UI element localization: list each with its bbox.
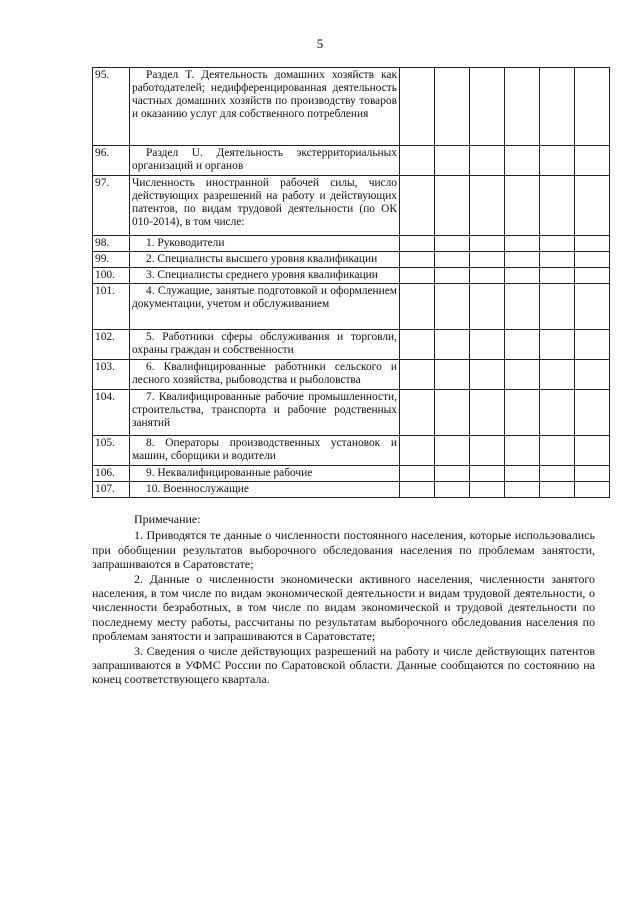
value-cell bbox=[470, 330, 505, 360]
value-cell bbox=[435, 482, 470, 498]
value-cell bbox=[435, 360, 470, 390]
value-cell bbox=[435, 252, 470, 268]
row-description: 8. Операторы производственных установок и машин, сборщики и водители bbox=[130, 436, 400, 466]
value-cell bbox=[400, 68, 435, 146]
table-row bbox=[93, 330, 610, 360]
value-cell bbox=[435, 436, 470, 466]
value-cell bbox=[505, 360, 540, 390]
row-number: 104. bbox=[93, 390, 130, 436]
row-number: 98. bbox=[93, 236, 130, 252]
row-number: 107. bbox=[93, 482, 130, 498]
value-cell bbox=[470, 236, 505, 252]
row-description: Раздел T. Деятельность домашних хозяйств как работодателей; недифференцированная деятельность частных домашних хозяйств по производству товаров и оказанию услуг для собственного потребления bbox=[130, 68, 400, 146]
value-cell bbox=[540, 268, 575, 284]
value-cell bbox=[575, 176, 610, 236]
notes-section bbox=[92, 512, 595, 687]
row-description: Численность иностранной рабочей силы, число действующих разрешений на работу и действующих патентов, по видам трудовой деятельности (по ОК 010-2014), в том числе: bbox=[130, 176, 400, 236]
value-cell bbox=[540, 390, 575, 436]
value-cell bbox=[470, 252, 505, 268]
row-description: 7. Квалифицированные рабочие промышленности, строительства, транспорта и рабочие родственных занятий bbox=[130, 390, 400, 436]
value-cell bbox=[505, 68, 540, 146]
value-cell bbox=[400, 146, 435, 176]
value-cell bbox=[540, 176, 575, 236]
table-row bbox=[93, 68, 610, 146]
value-cell bbox=[435, 68, 470, 146]
table-row bbox=[93, 268, 610, 284]
value-cell bbox=[505, 330, 540, 360]
table-row bbox=[93, 176, 610, 236]
table-row bbox=[93, 466, 610, 482]
row-description: 2. Специалисты высшего уровня квалификации bbox=[130, 252, 400, 268]
value-cell bbox=[505, 268, 540, 284]
value-cell bbox=[575, 330, 610, 360]
page-number: 5 bbox=[316, 36, 324, 51]
value-cell bbox=[575, 252, 610, 268]
value-cell bbox=[470, 68, 505, 146]
value-cell bbox=[505, 236, 540, 252]
data-table bbox=[92, 67, 610, 498]
value-cell bbox=[505, 436, 540, 466]
value-cell bbox=[470, 360, 505, 390]
table-row bbox=[93, 252, 610, 268]
row-number: 106. bbox=[93, 466, 130, 482]
value-cell bbox=[435, 284, 470, 330]
row-number: 97. bbox=[93, 176, 130, 236]
value-cell bbox=[470, 176, 505, 236]
value-cell bbox=[400, 330, 435, 360]
value-cell bbox=[505, 390, 540, 436]
value-cell bbox=[400, 436, 435, 466]
value-cell bbox=[505, 146, 540, 176]
value-cell bbox=[540, 236, 575, 252]
value-cell bbox=[505, 176, 540, 236]
value-cell bbox=[470, 390, 505, 436]
value-cell bbox=[435, 466, 470, 482]
value-cell bbox=[505, 252, 540, 268]
value-cell bbox=[505, 466, 540, 482]
value-cell bbox=[400, 482, 435, 498]
value-cell bbox=[540, 360, 575, 390]
row-number: 96. bbox=[93, 146, 130, 176]
row-description: 4. Служащие, занятые подготовкой и оформлением документации, учетом и обслуживанием bbox=[130, 284, 400, 330]
table-row bbox=[93, 436, 610, 466]
value-cell bbox=[540, 482, 575, 498]
value-cell bbox=[575, 284, 610, 330]
row-number: 101. bbox=[93, 284, 130, 330]
value-cell bbox=[540, 436, 575, 466]
value-cell bbox=[505, 284, 540, 330]
value-cell bbox=[540, 284, 575, 330]
value-cell bbox=[470, 436, 505, 466]
value-cell bbox=[400, 252, 435, 268]
value-cell bbox=[575, 390, 610, 436]
row-description: 6. Квалифицированные работники сельского и лесного хозяйства, рыбоводства и рыболовства bbox=[130, 360, 400, 390]
value-cell bbox=[435, 176, 470, 236]
value-cell bbox=[400, 466, 435, 482]
value-cell bbox=[470, 466, 505, 482]
value-cell bbox=[470, 268, 505, 284]
table-row bbox=[93, 284, 610, 330]
row-number: 102. bbox=[93, 330, 130, 360]
row-description: 1. Руководители bbox=[130, 236, 400, 252]
value-cell bbox=[435, 330, 470, 360]
value-cell bbox=[575, 482, 610, 498]
value-cell bbox=[435, 146, 470, 176]
value-cell bbox=[575, 436, 610, 466]
value-cell bbox=[435, 268, 470, 284]
table-row bbox=[93, 236, 610, 252]
notes-heading: Примечание: bbox=[134, 512, 201, 526]
note-item-1: 1. Приводятся те данные о численности постоянного населения, которые использовались при обобщении результатов выборочного обследования населения по проблемам занятости, запрашиваются в Саратовстате; bbox=[92, 528, 595, 572]
value-cell bbox=[435, 236, 470, 252]
row-description: Раздел U. Деятельность экстерриториальных организаций и органов bbox=[130, 146, 400, 176]
value-cell bbox=[505, 482, 540, 498]
value-cell bbox=[435, 390, 470, 436]
value-cell bbox=[575, 68, 610, 146]
value-cell bbox=[575, 146, 610, 176]
value-cell bbox=[540, 146, 575, 176]
row-description: 10. Военнослужащие bbox=[130, 482, 400, 498]
value-cell bbox=[400, 236, 435, 252]
row-description: 5. Работники сферы обслуживания и торговли, охраны граждан и собственности bbox=[130, 330, 400, 360]
row-number: 103. bbox=[93, 360, 130, 390]
value-cell bbox=[470, 146, 505, 176]
row-number: 100. bbox=[93, 268, 130, 284]
value-cell bbox=[575, 236, 610, 252]
value-cell bbox=[400, 360, 435, 390]
value-cell bbox=[575, 466, 610, 482]
value-cell bbox=[400, 390, 435, 436]
value-cell bbox=[400, 176, 435, 236]
value-cell bbox=[400, 268, 435, 284]
table-row bbox=[93, 146, 610, 176]
row-number: 99. bbox=[93, 252, 130, 268]
note-item-3: 3. Сведения о числе действующих разрешений на работу и числе действующих патентов запрашиваются в УФМС России по Саратовской области. Данные сообщаются по состоянию на конец соответствующего квартала. bbox=[92, 643, 595, 687]
value-cell bbox=[470, 482, 505, 498]
value-cell bbox=[540, 68, 575, 146]
table-row bbox=[93, 390, 610, 436]
value-cell bbox=[470, 284, 505, 330]
value-cell bbox=[400, 284, 435, 330]
table-row bbox=[93, 360, 610, 390]
value-cell bbox=[575, 268, 610, 284]
row-number: 95. bbox=[93, 68, 130, 146]
row-number: 105. bbox=[93, 436, 130, 466]
table-row bbox=[93, 482, 610, 498]
value-cell bbox=[540, 330, 575, 360]
row-description: 3. Специалисты среднего уровня квалификации bbox=[130, 268, 400, 284]
value-cell bbox=[575, 360, 610, 390]
value-cell bbox=[540, 252, 575, 268]
row-description: 9. Неквалифицированные рабочие bbox=[130, 466, 400, 482]
note-item-2: 2. Данные о численности экономически активного населения, численности занятого населения, в том числе по видам экономической деятельности и видам трудовой деятельности, о численности безработных, в том числе по видам экономической и трудовой деятельности по последнему месту работы, рассчитаны по результатам выборочного обследования населения по проблемам занятости и запрашиваются в Саратовстате; bbox=[92, 571, 595, 644]
value-cell bbox=[540, 466, 575, 482]
